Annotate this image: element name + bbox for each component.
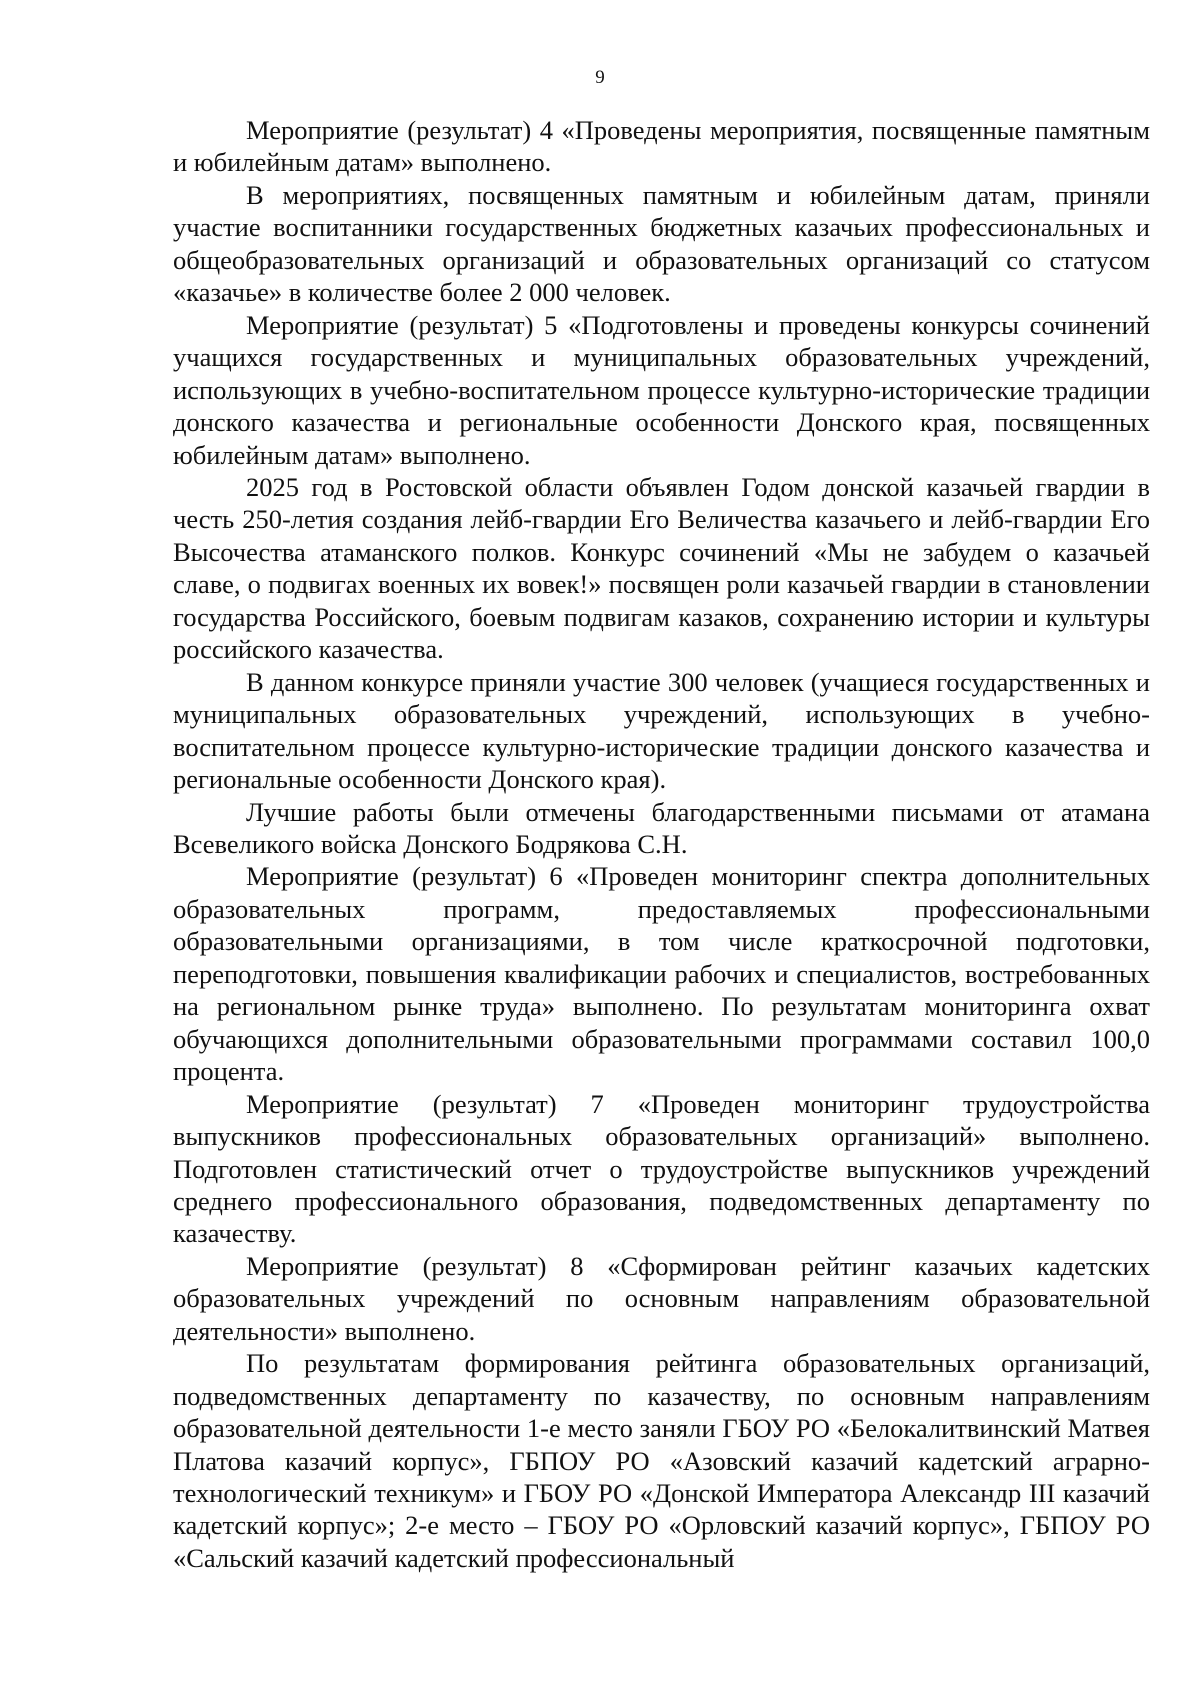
paragraph-6: Лучшие работы были отмечены благодарственными письмами от атамана Всевеликого войска Донского Бодрякова С.Н. — [173, 796, 1150, 859]
paragraph-2: В мероприятиях, посвященных памятным и юбилейным датам, приняли участие воспитанники государственных бюджетных казачьих профессиональных и общеобразовательных организаций и образовательных организаций со статусом «казачье» в количестве более 2 000 человек. — [173, 179, 1150, 308]
paragraph-5: В данном конкурсе приняли участие 300 человек (учащиеся государственных и муниципальных образовательных учреждений, использующих в учебно-воспитательном процессе культурно-исторические традиции донского казачества и региональные особенности Донского края). — [173, 666, 1150, 795]
paragraph-9: Мероприятие (результат) 8 «Сформирован рейтинг казачьих кадетских образовательных учреждений по основным направлениям образовательной деятельности» выполнено. — [173, 1250, 1150, 1346]
paragraph-1: Мероприятие (результат) 4 «Проведены мероприятия, посвященные памятным и юбилейным датам» выполнено. — [173, 115, 1150, 178]
page-number: 9 — [595, 67, 605, 88]
paragraph-4: 2025 год в Ростовской области объявлен Годом донской казачьей гвардии в честь 250-летия создания лейб-гвардии Его Величества казачьего и лейб-гвардии Его Высочества атаманского полков. Конкурс сочинений «Мы не забудем о казачьей славе, о подвигах военных их вовек!» посвящен роли казачьей гвардии в становлении государства Российского, боевым подвигам казаков, сохранению истории и культуры российского казачества. — [173, 471, 1150, 665]
document-body — [173, 114, 1150, 1574]
paragraph-3: Мероприятие (результат) 5 «Подготовлены и проведены конкурсы сочинений учащихся государственных и муниципальных образовательных учреждений, использующих в учебно-воспитательном процессе культурно-исторические традиции донского казачества и региональные особенности Донского края, посвященных юбилейным датам» выполнено. — [173, 309, 1150, 470]
paragraph-7: Мероприятие (результат) 6 «Проведен мониторинг спектра дополнительных образовательных программ, предоставляемых профессиональными образовательными организациями, в том числе краткосрочной подготовки, переподготовки, повышения квалификации рабочих и специалистов, востребованных на региональном рынке труда» выполнено. По результатам мониторинга охват обучающихся дополнительными образовательными программами составил 100,0 процента. — [173, 861, 1150, 1087]
paragraph-10: По результатам формирования рейтинга образовательных организаций, подведомственных департаменту по казачеству, по основным направлениям образовательной деятельности 1-е место заняли ГБОУ РО «Белокалитвинский Матвея Платова казачий корпус», ГБПОУ РО «Азовский казачий кадетский аграрно-технологический техникум» и ГБОУ РО «Донской Императора Александр III казачий кадетский корпус»; 2-е место – ГБОУ РО «Орловский казачий корпус», ГБПОУ РО «Сальский казачий кадетский профессиональный — [173, 1348, 1150, 1573]
paragraph-8: Мероприятие (результат) 7 «Проведен мониторинг трудоустройства выпускников профессиональных образовательных организаций» выполнено. Подготовлен статистический отчет о трудоустройстве выпускников учреждений среднего профессионального образования, подведомственных департаменту по казачеству. — [173, 1088, 1150, 1249]
